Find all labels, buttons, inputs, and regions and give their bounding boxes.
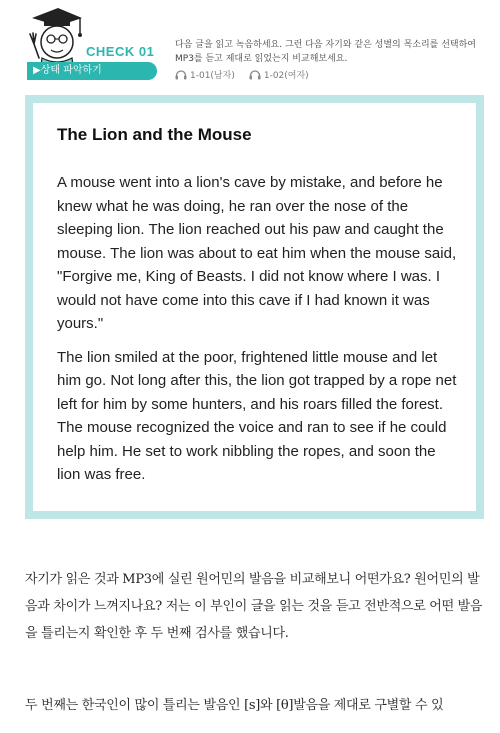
story-text [57, 171, 463, 497]
audio-track-female[interactable] [249, 68, 309, 81]
audio-track-male[interactable] [175, 68, 235, 81]
check-title: CHECK 01 [86, 44, 155, 59]
headphone-icon [175, 70, 187, 80]
audio-tracks [175, 68, 309, 81]
story-paragraph: The lion smiled at the poor, frightened little mouse and let him go. Not long after this, the lion got trapped by a rope net left for him by some hunters, and his roars filled the forest. The mouse recognized the voice and ran to see if he could help him. He set to work nibbling the ropes, and soon the lion was free. [57, 348, 457, 483]
headphone-icon [249, 70, 261, 80]
status-badge: ▶상태 파악하기 [27, 62, 157, 80]
story-paragraph: A mouse went into a lion's cave by mistake, and before he knew what he was doing, he ran over the nose of the sleeping lion. The lion reached out his paw and caught the mouse. The lion was about to eat him when the mouse said, "Forgive me, King of Beasts. I did not know where I was. I would not have come into this cave if I had known it was yours." [57, 174, 457, 332]
body-paragraph: 두 번째는 한국인이 많이 틀리는 발음인 [s]와 [θ]발음을 제대로 구별할 수 있 [25, 698, 444, 713]
body-paragraph: 자기가 읽은 것과 MP3에 실린 원어민의 발음을 비교해보니 어떤가요? 원어민의 발음과 차이가 느껴지나요? 저는 이 부인이 글을 읽는 것을 듣고 전반적으로 어떤 발음을 틀리는지 확인한 후 두 번째 검사를 했습니다. [25, 572, 483, 641]
instruction-text: 다음 글을 읽고 녹음하세요. 그런 다음 자기와 같은 성별의 목소리를 선택하여 MP3를 듣고 제대로 읽었는지 비교해보세요. [175, 40, 476, 64]
audio-track-label: 1-01(남자) [190, 71, 235, 81]
check-header [0, 0, 500, 90]
story-box [25, 95, 484, 519]
story-title: The Lion and the Mouse [57, 125, 252, 144]
audio-track-label: 1-02(여자) [263, 71, 309, 81]
